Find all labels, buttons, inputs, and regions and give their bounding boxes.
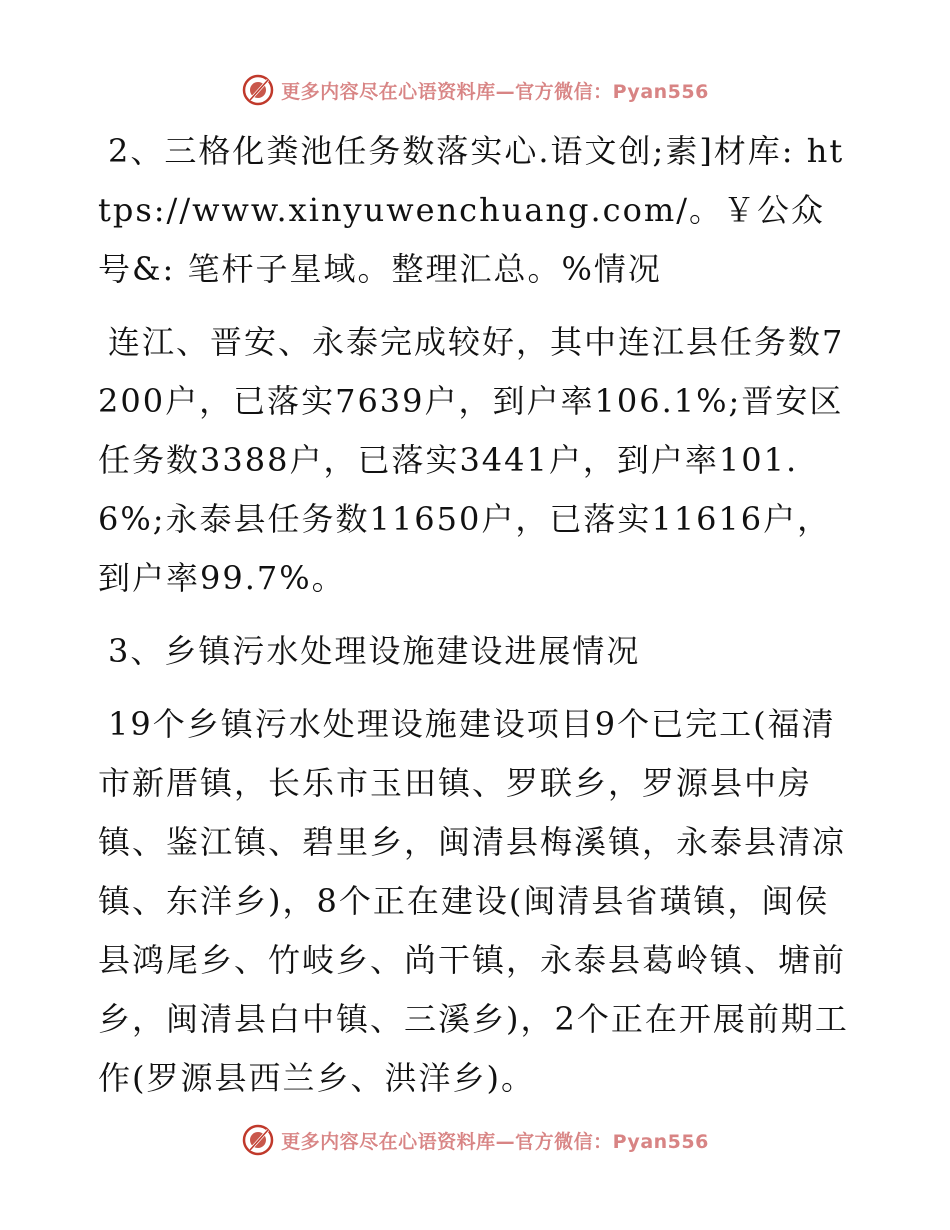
document-body <box>98 122 858 1108</box>
banner-text: 更多内容尽在心语资料库—官方微信：Pyan556 <box>281 1130 709 1153</box>
banner-text: 更多内容尽在心语资料库—官方微信：Pyan556 <box>281 80 709 103</box>
footer-banner <box>0 1120 950 1160</box>
paragraph-sewage-heading: 3、乡镇污水处理设施建设进展情况 <box>108 632 641 670</box>
paragraph-sewage-detail: 19个乡镇污水处理设施建设项目9个已完工(福清市新厝镇，长乐市玉田镇、罗联乡，罗源县中房镇、鉴江镇、碧里乡，闽清县梅溪镇，永泰县清凉镇、东洋乡)，8个正在建设(闽清县省璜镇，闽侯县鸿尾乡、竹岐乡、尚干镇，永泰县葛岭镇、塘前乡，闽清县白中镇、三溪乡)，2个正在开展前期工作(罗源县西兰乡、洪洋乡)。 <box>98 705 849 1097</box>
paragraph-septic-tank-heading: 2、三格化粪池任务数落实心.语文创;素]材库: https://www.xinyuwenchuang.com/。￥公众号&: 笔杆子星域。整理汇总。%情况 <box>98 132 845 288</box>
header-banner <box>0 70 950 110</box>
brand-logo-icon <box>241 1123 275 1157</box>
paragraph-septic-tank-detail: 连江、晋安、永泰完成较好，其中连江县任务数7200户，已落实7639户，到户率106.1%;晋安区任务数3388户，已落实3441户，到户率101.6%;永泰县任务数11650户，已落实11616户，到户率99.7%。 <box>98 323 845 597</box>
brand-logo-icon <box>241 73 275 107</box>
